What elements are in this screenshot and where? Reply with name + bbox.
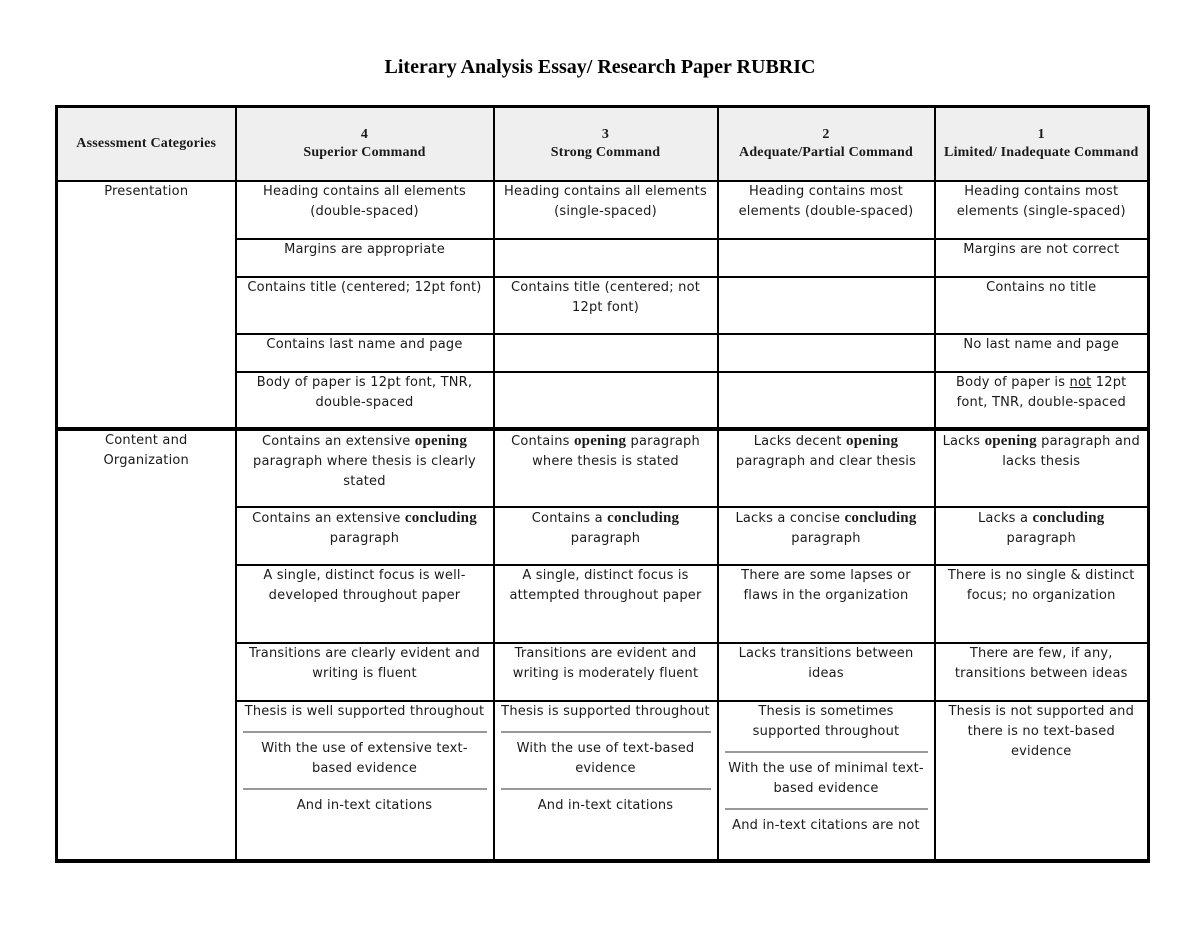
cell-text: Contains a [531,510,608,526]
citations-part: And in-text citations [243,788,487,816]
rubric-cell: There is no single & distinct focus; no organization [935,565,1149,643]
rubric-cell [236,507,494,565]
header-level-3 [494,107,718,181]
rubric-cell-empty [718,334,935,372]
page-title: Literary Analysis Essay/ Research Paper RUBRIC [384,56,816,78]
cell-text: Lacks a [977,510,1033,526]
rubric-table [55,105,1150,863]
rubric-cell: Transitions are clearly evident and writing is fluent [236,643,494,701]
rubric-cell: Contains no title [935,277,1149,334]
rubric-cell: Contains title (centered; not 12pt font) [494,277,718,334]
rubric-cell [935,429,1149,507]
cell-text: paragraph where thesis is stated [532,433,700,469]
rubric-cell: Margins are appropriate [236,239,494,277]
evidence-part: With the use of text-based evidence [501,731,711,779]
level-label: Adequate/Partial Command [739,144,913,160]
header-level-2 [718,107,935,181]
rubric-cell-empty [494,334,718,372]
rubric-cell-empty [494,372,718,429]
header-level-4 [236,107,494,181]
cell-text: paragraph and clear thesis [735,453,917,469]
cell-text: 12pt font, TNR, double-spaced [956,374,1127,410]
rubric-cell: A single, distinct focus is well-developed throughout paper [236,565,494,643]
keyword-concluding: concluding [844,509,917,526]
rubric-cell-thesis [494,701,718,861]
cell-text: Contains [511,433,574,449]
evidence-part: With the use of extensive text-based evidence [243,731,487,779]
rubric-row [57,181,1149,239]
cell-text: paragraph and lacks thesis [1002,433,1140,469]
rubric-cell-thesis [718,701,935,861]
rubric-cell: Body of paper is 12pt font, TNR, double-spaced [236,372,494,429]
rubric-cell-empty [718,277,935,334]
rubric-cell [718,429,935,507]
rubric-cell: Heading contains most elements (double-spaced) [718,181,935,239]
rubric-cell: There are few, if any, transitions between ideas [935,643,1149,701]
rubric-cell [494,507,718,565]
level-label: Limited/ Inadequate Command [944,144,1139,160]
cell-text: paragraph [1006,530,1076,546]
rubric-cell [718,507,935,565]
keyword-opening: opening [846,432,899,449]
rubric-cell: Heading contains all elements (double-spaced) [236,181,494,239]
keyword-concluding: concluding [1032,509,1105,526]
rubric-cell: No last name and page [935,334,1149,372]
keyword-concluding: concluding [404,509,477,526]
thesis-part: Thesis is supported throughout [501,703,710,719]
level-number: 1 [1037,126,1045,142]
cell-text: paragraph where thesis is clearly stated [253,453,476,489]
keyword-concluding: concluding [607,509,680,526]
citations-part: And in-text citations are not [725,808,928,836]
cell-text: paragraph [791,530,861,546]
thesis-part: Thesis is sometimes supported throughout [752,703,900,739]
rubric-cell: Heading contains all elements (single-spaced) [494,181,718,239]
rubric-cell: Margins are not correct [935,239,1149,277]
rubric-cell-thesis: Thesis is not supported and there is no text-based evidence [935,701,1149,861]
keyword-opening: opening [984,432,1037,449]
level-number: 3 [601,126,610,142]
level-number: 2 [822,126,830,142]
rubric-cell: Heading contains most elements (single-spaced) [935,181,1149,239]
keyword-opening: opening [414,432,468,449]
rubric-cell-empty [718,239,935,277]
rubric-cell: There are some lapses or flaws in the organization [718,565,935,643]
rubric-cell-thesis [236,701,494,861]
cell-text: Lacks a concise [735,510,845,526]
header-level-1 [935,107,1149,181]
rubric-cell [935,507,1149,565]
rubric-cell-empty [718,372,935,429]
cell-text: Contains an extensive [252,510,405,526]
cell-text: Lacks [942,433,985,449]
citations-part: And in-text citations [501,788,711,816]
rubric-cell [236,429,494,507]
rubric-cell: Transitions are evident and writing is moderately fluent [494,643,718,701]
category-content-organization: Content and Organization [57,429,236,861]
rubric-cell: Lacks transitions between ideas [718,643,935,701]
level-number: 4 [360,126,369,142]
thesis-part: Thesis is well supported throughout [244,703,485,719]
level-label: Strong Command [550,144,661,160]
keyword-opening: opening [573,432,627,449]
cell-text: Contains an extensive [261,433,415,449]
evidence-part: With the use of minimal text-based evidence [725,751,928,799]
rubric-cell: A single, distinct focus is attempted throughout paper [494,565,718,643]
cell-text: paragraph [570,530,641,546]
cell-text: Body of paper is [956,374,1070,390]
header-row [57,107,1149,181]
cell-text: Lacks decent [753,433,846,449]
cell-text: paragraph [329,530,400,546]
header-assessment-categories: Assessment Categories [57,107,236,181]
underlined-not: not [1069,374,1092,390]
rubric-cell-empty [494,239,718,277]
rubric-cell [935,372,1149,429]
rubric-cell: Contains last name and page [236,334,494,372]
level-label: Superior Command [303,144,426,160]
rubric-cell [494,429,718,507]
category-presentation: Presentation [57,181,236,429]
rubric-row [57,429,1149,507]
rubric-cell: Contains title (centered; 12pt font) [236,277,494,334]
